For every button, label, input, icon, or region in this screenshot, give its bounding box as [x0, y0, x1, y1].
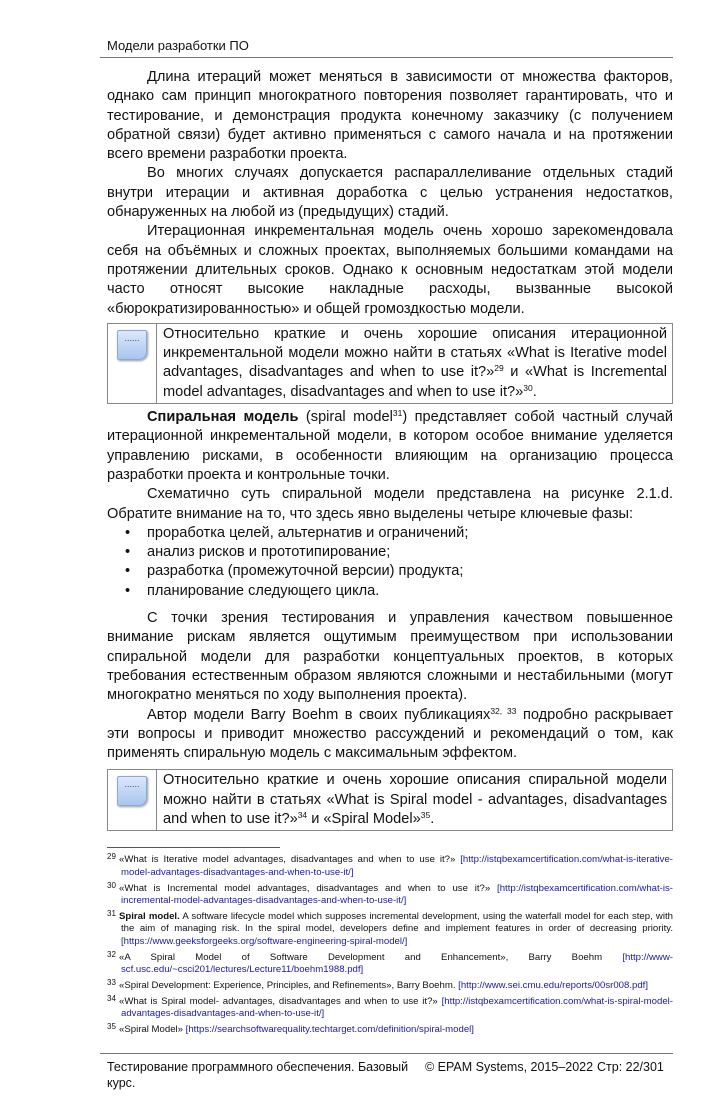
paragraph: Итерационная инкрементальная модель очень хорошо зарекомендовала себя на объёмных и сложных проектах, выполняемых большими командами на протяжении длительных сроков. Однако к основным недостаткам этой модели часто относят высокие накладные расходы, вызванные высокой «бюрократизированностью» и общей громоздкостью модели. — [107, 223, 673, 317]
footnote-link[interactable]: [http://istqbexamcertification.com/what-is-incremental-model-advantages-disadvantages-and-when-to-use-it/] — [121, 882, 673, 906]
footnote-link[interactable]: [http://www-scf.usc.edu/~csci201/lectures/Lecture11/boehm1988.pdf] — [121, 951, 673, 976]
footnote: 29 «What is Iterative model advantages, disadvantages and when to use it?» [http://istqbexamcertification.com/what-is-iterative-model-advantages-disadvantages-and-when-to-use-it/] — [107, 852, 673, 878]
page-number: Стр: 22/301 — [597, 1060, 664, 1075]
footnote: 35 «Spiral Model» [https://searchsoftwarequality.techtarget.com/definition/spiral-model] — [107, 1022, 474, 1036]
list-item: • планирование следующего цикла. — [147, 582, 673, 601]
footer-copyright: © EPAM Systems, 2015–2022 — [425, 1060, 594, 1075]
page — [100, 0, 673, 1111]
footnote-link[interactable]: [http://istqbexamcertification.com/what-is-spiral-model-advantages-disadvantages-and-when-to-use-it/] — [121, 995, 673, 1020]
footnote: 31 Spiral model. A software lifecycle model which supposes incremental development, using the waterfall model for each step, with the aim of managing risk. In the spiral model, developers define and implement features in order of decreasing priority. [https://www.geeksforgeeks.org/software-engineering-spiral-model/] — [107, 908, 673, 947]
footnotes — [107, 853, 673, 1039]
note-text: Относительно краткие и очень хорошие описания спиральной модели можно найти в статьях «What is Spiral model - advantages, disadvantages and when to use it?»$^{34}$ и «Spiral Model»$^{35}$. — [163, 772, 667, 827]
note-icon: ...... — [117, 776, 147, 806]
list-item: • анализ рисков и прототипирование; — [147, 543, 673, 562]
term: Спиральная модель — [147, 409, 299, 426]
footnote-divider — [107, 847, 280, 848]
paragraph: Длина итераций может меняться в зависимости от множества факторов, однако сам принцип многократного повторения позволяет гарантировать, что и тестирование, и демонстрация продукта конечному заказчику (с получением обратной связи) будет активно применяться с самого начала и на протяжении всего времени разработки проекта. — [107, 69, 673, 163]
paragraph: Во многих случаях допускается распараллеливание отдельных стадий внутри итерации и активная доработка с целью устранения недостатков, обнаруженных на любой из (предыдущих) стадий. — [107, 165, 673, 221]
footnote: 30 «What is Incremental model advantages, disadvantages and when to use it?» [http://istqbexamcertification.com/what-is-incremental-model-advantages-disadvantages-and-when-to-use-it/] — [107, 880, 673, 906]
footnote: 34 «What is Spiral model- advantages, disadvantages and when to use it?» [http://istqbexamcertification.com/what-is-spiral-model-advantages-disadvantages-and-when-to-use-it/] — [107, 993, 673, 1020]
running-header: Модели разработки ПО — [107, 38, 249, 53]
footer — [100, 1059, 673, 1091]
footnote-link[interactable]: [https://www.geeksforgeeks.org/software-engineering-spiral-model/] — [121, 935, 408, 947]
list-item: • проработка целей, альтернатив и ограничений; — [147, 524, 673, 543]
note-box — [107, 769, 673, 831]
footnote-link[interactable]: [https://searchsoftwarequality.techtarget.com/definition/spiral-model] — [185, 1024, 474, 1036]
footnote: 32 «A Spiral Model of Software Development and Enhancement», Barry Boehm [http://www-scf.usc.edu/~csci201/lectures/Lecture11/boehm1988.pdf] — [107, 949, 673, 976]
paragraph: С точки зрения тестирования и управления качеством повышенное внимание рискам является ощутимым преимуществом при использовании спиральной модели для разработки концептуальных проектов, в которых требования естественным образом являются сложными и нестабильными (могут многократно меняться по ходу выполнения проекта). — [107, 610, 673, 704]
footnote-ref[interactable]: 29 — [494, 363, 504, 374]
footnote-ref[interactable]: 34 — [297, 809, 308, 820]
footnote-ref[interactable]: 30 — [523, 382, 533, 393]
list-item: • разработка (промежуточной версии) продукта; — [147, 562, 673, 581]
paragraph: Схематично суть спиральной модели представлена на рисунке 2.1.d. Обратите внимание на то, что здесь явно выделены четыре ключевые фазы: — [107, 486, 673, 522]
page-body — [107, 68, 673, 835]
note-text: Относительно краткие и очень хорошие описания итерационной инкрементальной модели можно найти в статьях «What is Iterative model advantages, disadvantages and when to use it?»$^{29}$ и «What is Incremental model advantages, disadvantages and when to use it?»$^{30}$. — [163, 325, 667, 400]
note-icon: ...... — [117, 330, 147, 360]
paragraph-spiral: Спиральная модель (spiral model$^{31}$) представляет собой частный случай итерационной инкрементальной модели, в котором особое внимание уделяется управлению рисками, в особенности влияющим на организацию процесса разработки проекта и контрольные точки. — [107, 408, 673, 483]
footnote-ref[interactable]: 31 — [392, 408, 403, 419]
footnote-link[interactable]: [http://istqbexamcertification.com/what-is-iterative-model-advantages-disadvantages-and-when-to-use-it/] — [121, 854, 673, 878]
footnote-link[interactable]: [http://www.sei.cmu.edu/reports/00sr008.pdf] — [458, 979, 648, 991]
note-box — [107, 323, 673, 404]
phase-list — [107, 524, 673, 601]
paragraph: Автор модели Barry Boehm в своих публикациях$^{32, 33}$ подробно раскрывает эти вопросы и приводит множество рассуждений и рекомендаций о том, как применять спиральную модель с максимальным эффектом. — [107, 705, 673, 762]
footnote-ref[interactable]: 35 — [420, 809, 431, 820]
footnote: 33 «Spiral Development: Experience, Principles, and Refinements», Barry Boehm. [http://www.sei.cmu.edu/reports/00sr008.pdf] — [107, 977, 648, 991]
header-divider — [100, 57, 673, 58]
footer-course: Тестирование программного обеспечения. Базовый курс. — [107, 1060, 409, 1091]
footnote-ref[interactable]: 32, 33 — [490, 705, 517, 716]
footer-divider — [100, 1053, 673, 1054]
